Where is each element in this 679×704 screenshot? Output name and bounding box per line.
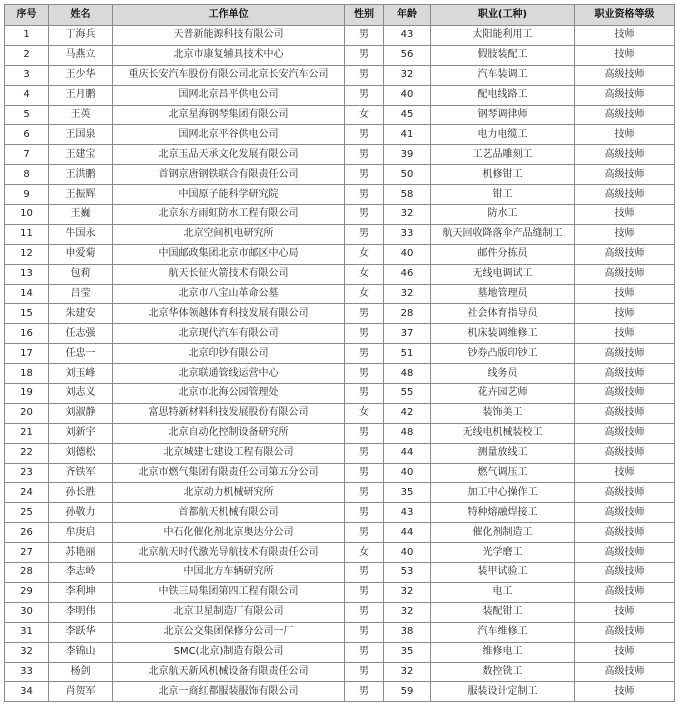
cell-name: 孙敬力 [49,503,113,523]
cell-index: 33 [5,662,49,682]
cell-occupation: 航天回收降落伞产品缝制工 [431,224,575,244]
cell-age: 48 [384,364,431,384]
cell-name: 任志强 [49,324,113,344]
cell-qualification-level: 高级技师 [575,443,675,463]
cell-index: 16 [5,324,49,344]
table-row [5,224,675,244]
cell-workplace: 北京市燃气集团有限责任公司第五分公司 [113,463,345,483]
table-row [5,423,675,443]
cell-occupation: 维修电工 [431,642,575,662]
cell-qualification-level: 高级技师 [575,543,675,563]
cell-index: 21 [5,423,49,443]
cell-workplace: 北京自动化控制设备研究所 [113,423,345,443]
cell-qualification-level: 高级技师 [575,244,675,264]
cell-gender: 女 [345,403,384,423]
cell-occupation: 装甲试验工 [431,563,575,583]
header-row [5,5,675,26]
table-row [5,85,675,105]
cell-gender: 男 [345,463,384,483]
cell-index: 18 [5,364,49,384]
cell-age: 44 [384,523,431,543]
cell-name: 李志岭 [49,563,113,583]
cell-index: 24 [5,483,49,503]
cell-index: 23 [5,463,49,483]
cell-name: 孙长胜 [49,483,113,503]
table-row [5,165,675,185]
cell-workplace: SMC(北京)制造有限公司 [113,642,345,662]
cell-gender: 男 [345,384,384,404]
cell-qualification-level: 高级技师 [575,622,675,642]
cell-age: 39 [384,145,431,165]
cell-occupation: 墓地管理员 [431,284,575,304]
cell-age: 37 [384,324,431,344]
cell-index: 5 [5,105,49,125]
cell-name: 李锦山 [49,642,113,662]
cell-workplace: 北京星海钢琴集团有限公司 [113,105,345,125]
cell-name: 刘德松 [49,443,113,463]
header-workplace: 工作单位 [113,5,345,26]
cell-workplace: 北京东方雨虹防水工程有限公司 [113,205,345,225]
cell-age: 40 [384,463,431,483]
cell-age: 32 [384,602,431,622]
cell-occupation: 钳工 [431,185,575,205]
header-age: 年龄 [384,5,431,26]
cell-occupation: 加工中心操作工 [431,483,575,503]
cell-name: 包莉 [49,264,113,284]
cell-gender: 男 [345,165,384,185]
cell-qualification-level: 高级技师 [575,344,675,364]
table-row [5,145,675,165]
cell-qualification-level: 高级技师 [575,165,675,185]
cell-name: 李利坤 [49,582,113,602]
cell-occupation: 线务员 [431,364,575,384]
table-row [5,622,675,642]
cell-qualification-level: 技师 [575,602,675,622]
cell-occupation: 催化剂制造工 [431,523,575,543]
cell-gender: 女 [345,105,384,125]
cell-age: 35 [384,642,431,662]
cell-age: 55 [384,384,431,404]
cell-qualification-level: 高级技师 [575,105,675,125]
cell-workplace: 北京华体领越体育科技发展有限公司 [113,304,345,324]
cell-occupation: 装配钳工 [431,602,575,622]
table-row [5,602,675,622]
cell-gender: 男 [345,364,384,384]
table-row [5,26,675,46]
cell-qualification-level: 高级技师 [575,145,675,165]
cell-occupation: 无线电调试工 [431,264,575,284]
cell-gender: 男 [345,85,384,105]
cell-index: 9 [5,185,49,205]
cell-age: 32 [384,662,431,682]
cell-qualification-level: 高级技师 [575,563,675,583]
cell-index: 11 [5,224,49,244]
cell-occupation: 邮件分拣员 [431,244,575,264]
cell-occupation: 测量放线工 [431,443,575,463]
cell-age: 41 [384,125,431,145]
cell-index: 7 [5,145,49,165]
table-row [5,483,675,503]
table-row [5,125,675,145]
cell-name: 王少华 [49,65,113,85]
cell-gender: 男 [345,423,384,443]
cell-occupation: 数控铣工 [431,662,575,682]
cell-name: 牛国永 [49,224,113,244]
cell-gender: 男 [345,344,384,364]
cell-name: 丁海兵 [49,26,113,46]
cell-gender: 女 [345,244,384,264]
cell-name: 刘新宇 [49,423,113,443]
cell-age: 44 [384,443,431,463]
cell-age: 32 [384,582,431,602]
table-row [5,443,675,463]
cell-qualification-level: 高级技师 [575,65,675,85]
cell-workplace: 北京公交集团保修分公司一厂 [113,622,345,642]
cell-occupation: 燃气调压工 [431,463,575,483]
cell-index: 2 [5,45,49,65]
cell-age: 56 [384,45,431,65]
cell-gender: 女 [345,284,384,304]
cell-qualification-level: 高级技师 [575,483,675,503]
cell-name: 杨剑 [49,662,113,682]
cell-index: 10 [5,205,49,225]
cell-occupation: 装饰美工 [431,403,575,423]
cell-name: 齐铁军 [49,463,113,483]
cell-gender: 男 [345,523,384,543]
cell-index: 15 [5,304,49,324]
cell-index: 13 [5,264,49,284]
cell-qualification-level: 高级技师 [575,662,675,682]
cell-occupation: 假肢装配工 [431,45,575,65]
table-row [5,662,675,682]
cell-index: 34 [5,682,49,702]
cell-index: 29 [5,582,49,602]
cell-gender: 男 [345,185,384,205]
cell-age: 45 [384,105,431,125]
table-body [5,26,675,702]
cell-occupation: 钢琴调律师 [431,105,575,125]
cell-gender: 男 [345,26,384,46]
cell-age: 35 [384,483,431,503]
cell-gender: 女 [345,264,384,284]
cell-workplace: 北京卫星制造厂有限公司 [113,602,345,622]
cell-workplace: 首钢京唐钢铁联合有限责任公司 [113,165,345,185]
table-row [5,304,675,324]
cell-gender: 男 [345,503,384,523]
cell-name: 王巍 [49,205,113,225]
cell-name: 牟庚启 [49,523,113,543]
cell-age: 40 [384,85,431,105]
cell-index: 30 [5,602,49,622]
cell-name: 苏艳丽 [49,543,113,563]
cell-name: 刘淑静 [49,403,113,423]
cell-workplace: 北京联通管线运营中心 [113,364,345,384]
cell-occupation: 钞券凸版印钞工 [431,344,575,364]
cell-index: 1 [5,26,49,46]
cell-occupation: 配电线路工 [431,85,575,105]
cell-index: 19 [5,384,49,404]
cell-age: 51 [384,344,431,364]
cell-qualification-level: 技师 [575,125,675,145]
cell-index: 28 [5,563,49,583]
cell-qualification-level: 高级技师 [575,264,675,284]
cell-workplace: 北京城建七建设工程有限公司 [113,443,345,463]
cell-name: 刘玉峰 [49,364,113,384]
cell-gender: 男 [345,65,384,85]
cell-workplace: 富思特新材料科技发展股份有限公司 [113,403,345,423]
cell-workplace: 北京空间机电研究所 [113,224,345,244]
cell-qualification-level: 技师 [575,45,675,65]
cell-workplace: 北京一商红都服装服饰有限公司 [113,682,345,702]
cell-workplace: 首都航天机械有限公司 [113,503,345,523]
cell-name: 王英 [49,105,113,125]
table-row [5,244,675,264]
cell-occupation: 无线电机械装校工 [431,423,575,443]
cell-workplace: 航天长征火箭技术有限公司 [113,264,345,284]
table-row [5,45,675,65]
cell-index: 4 [5,85,49,105]
cell-occupation: 机床装调维修工 [431,324,575,344]
cell-occupation: 汽车装调工 [431,65,575,85]
cell-gender: 男 [345,125,384,145]
table-row [5,284,675,304]
cell-name: 王振辉 [49,185,113,205]
cell-workplace: 中国北方车辆研究所 [113,563,345,583]
table-row [5,105,675,125]
table-row [5,682,675,702]
cell-workplace: 重庆长安汽车股份有限公司北京长安汽车公司 [113,65,345,85]
cell-index: 3 [5,65,49,85]
cell-name: 申爱菊 [49,244,113,264]
cell-age: 40 [384,543,431,563]
cell-qualification-level: 高级技师 [575,523,675,543]
header-gender: 性别 [345,5,384,26]
cell-workplace: 北京航天时代激光导航技术有限责任公司 [113,543,345,563]
cell-qualification-level: 技师 [575,26,675,46]
cell-name: 任忠一 [49,344,113,364]
cell-age: 32 [384,65,431,85]
cell-qualification-level: 技师 [575,224,675,244]
cell-age: 50 [384,165,431,185]
cell-qualification-level: 高级技师 [575,85,675,105]
cell-name: 王建宝 [49,145,113,165]
cell-age: 32 [384,205,431,225]
cell-qualification-level: 技师 [575,304,675,324]
cell-gender: 男 [345,642,384,662]
cell-workplace: 中石化催化剂北京奥达分公司 [113,523,345,543]
cell-age: 42 [384,403,431,423]
cell-gender: 男 [345,224,384,244]
cell-occupation: 花卉园艺师 [431,384,575,404]
cell-index: 20 [5,403,49,423]
table-header [5,5,675,26]
header-index: 序号 [5,5,49,26]
header-name: 姓名 [49,5,113,26]
cell-occupation: 特种熔融焊接工 [431,503,575,523]
cell-name: 吕莹 [49,284,113,304]
cell-gender: 男 [345,622,384,642]
table-row [5,503,675,523]
cell-occupation: 工艺品雕刻工 [431,145,575,165]
cell-qualification-level: 技师 [575,642,675,662]
cell-age: 59 [384,682,431,702]
table-row [5,543,675,563]
table-row [5,344,675,364]
cell-name: 王月鹏 [49,85,113,105]
cell-qualification-level: 技师 [575,324,675,344]
cell-age: 53 [384,563,431,583]
cell-gender: 男 [345,582,384,602]
cell-gender: 男 [345,662,384,682]
cell-workplace: 国网北京平谷供电公司 [113,125,345,145]
cell-qualification-level: 高级技师 [575,364,675,384]
cell-workplace: 中铁三局集团第四工程有限公司 [113,582,345,602]
cell-name: 王国泉 [49,125,113,145]
cell-workplace: 北京动力机械研究所 [113,483,345,503]
table-row [5,264,675,284]
cell-qualification-level: 高级技师 [575,384,675,404]
cell-age: 38 [384,622,431,642]
cell-index: 32 [5,642,49,662]
cell-gender: 男 [345,443,384,463]
cell-age: 48 [384,423,431,443]
cell-index: 31 [5,622,49,642]
cell-age: 58 [384,185,431,205]
cell-name: 马燕立 [49,45,113,65]
table-row [5,523,675,543]
cell-name: 朱建安 [49,304,113,324]
cell-qualification-level: 技师 [575,284,675,304]
cell-workplace: 北京玉品天承文化发展有限公司 [113,145,345,165]
cell-index: 26 [5,523,49,543]
cell-workplace: 中国原子能科学研究院 [113,185,345,205]
table-row [5,65,675,85]
cell-workplace: 北京现代汽车有限公司 [113,324,345,344]
cell-gender: 男 [345,304,384,324]
cell-name: 李明伟 [49,602,113,622]
cell-workplace: 国网北京昌平供电公司 [113,85,345,105]
cell-index: 14 [5,284,49,304]
header-qualification-level: 职业资格等级 [575,5,675,26]
cell-workplace: 北京市北海公园管理处 [113,384,345,404]
cell-occupation: 电工 [431,582,575,602]
header-occupation: 职业(工种) [431,5,575,26]
table-row [5,324,675,344]
cell-age: 43 [384,503,431,523]
cell-gender: 男 [345,563,384,583]
cell-gender: 男 [345,602,384,622]
table-row [5,205,675,225]
cell-index: 22 [5,443,49,463]
cell-gender: 男 [345,205,384,225]
table-row [5,384,675,404]
cell-occupation: 社会体育指导员 [431,304,575,324]
cell-age: 28 [384,304,431,324]
cell-occupation: 汽车维修工 [431,622,575,642]
cell-workplace: 北京市八宝山革命公墓 [113,284,345,304]
table-row [5,403,675,423]
table-row [5,642,675,662]
cell-gender: 男 [345,483,384,503]
cell-qualification-level: 技师 [575,205,675,225]
cell-gender: 男 [345,682,384,702]
cell-gender: 男 [345,145,384,165]
table-row [5,582,675,602]
cell-index: 6 [5,125,49,145]
cell-occupation: 服装设计定制工 [431,682,575,702]
cell-name: 刘志义 [49,384,113,404]
cell-qualification-level: 高级技师 [575,503,675,523]
table-row [5,364,675,384]
cell-occupation: 太阳能利用工 [431,26,575,46]
cell-workplace: 中国邮政集团北京市邮区中心局 [113,244,345,264]
cell-workplace: 天普新能源科技有限公司 [113,26,345,46]
cell-gender: 男 [345,324,384,344]
cell-qualification-level: 高级技师 [575,403,675,423]
cell-gender: 男 [345,45,384,65]
cell-gender: 女 [345,543,384,563]
cell-qualification-level: 高级技师 [575,185,675,205]
cell-index: 12 [5,244,49,264]
cell-workplace: 北京航天新风机械设备有限责任公司 [113,662,345,682]
table-row [5,463,675,483]
cell-index: 27 [5,543,49,563]
cell-occupation: 光学磨工 [431,543,575,563]
cell-qualification-level: 高级技师 [575,423,675,443]
cell-index: 25 [5,503,49,523]
cell-qualification-level: 技师 [575,463,675,483]
cell-occupation: 电力电缆工 [431,125,575,145]
cell-qualification-level: 技师 [575,682,675,702]
cell-age: 40 [384,244,431,264]
cell-name: 王洪鹏 [49,165,113,185]
cell-occupation: 机修钳工 [431,165,575,185]
cell-age: 46 [384,264,431,284]
cell-workplace: 北京印钞有限公司 [113,344,345,364]
cell-age: 43 [384,26,431,46]
cell-index: 17 [5,344,49,364]
cell-occupation: 防水工 [431,205,575,225]
cell-name: 李跃华 [49,622,113,642]
cell-age: 33 [384,224,431,244]
table-row [5,563,675,583]
cell-index: 8 [5,165,49,185]
roster-table [4,4,675,702]
cell-qualification-level: 高级技师 [575,582,675,602]
cell-name: 肖贺军 [49,682,113,702]
cell-age: 32 [384,284,431,304]
table-row [5,185,675,205]
cell-workplace: 北京市康复辅具技术中心 [113,45,345,65]
